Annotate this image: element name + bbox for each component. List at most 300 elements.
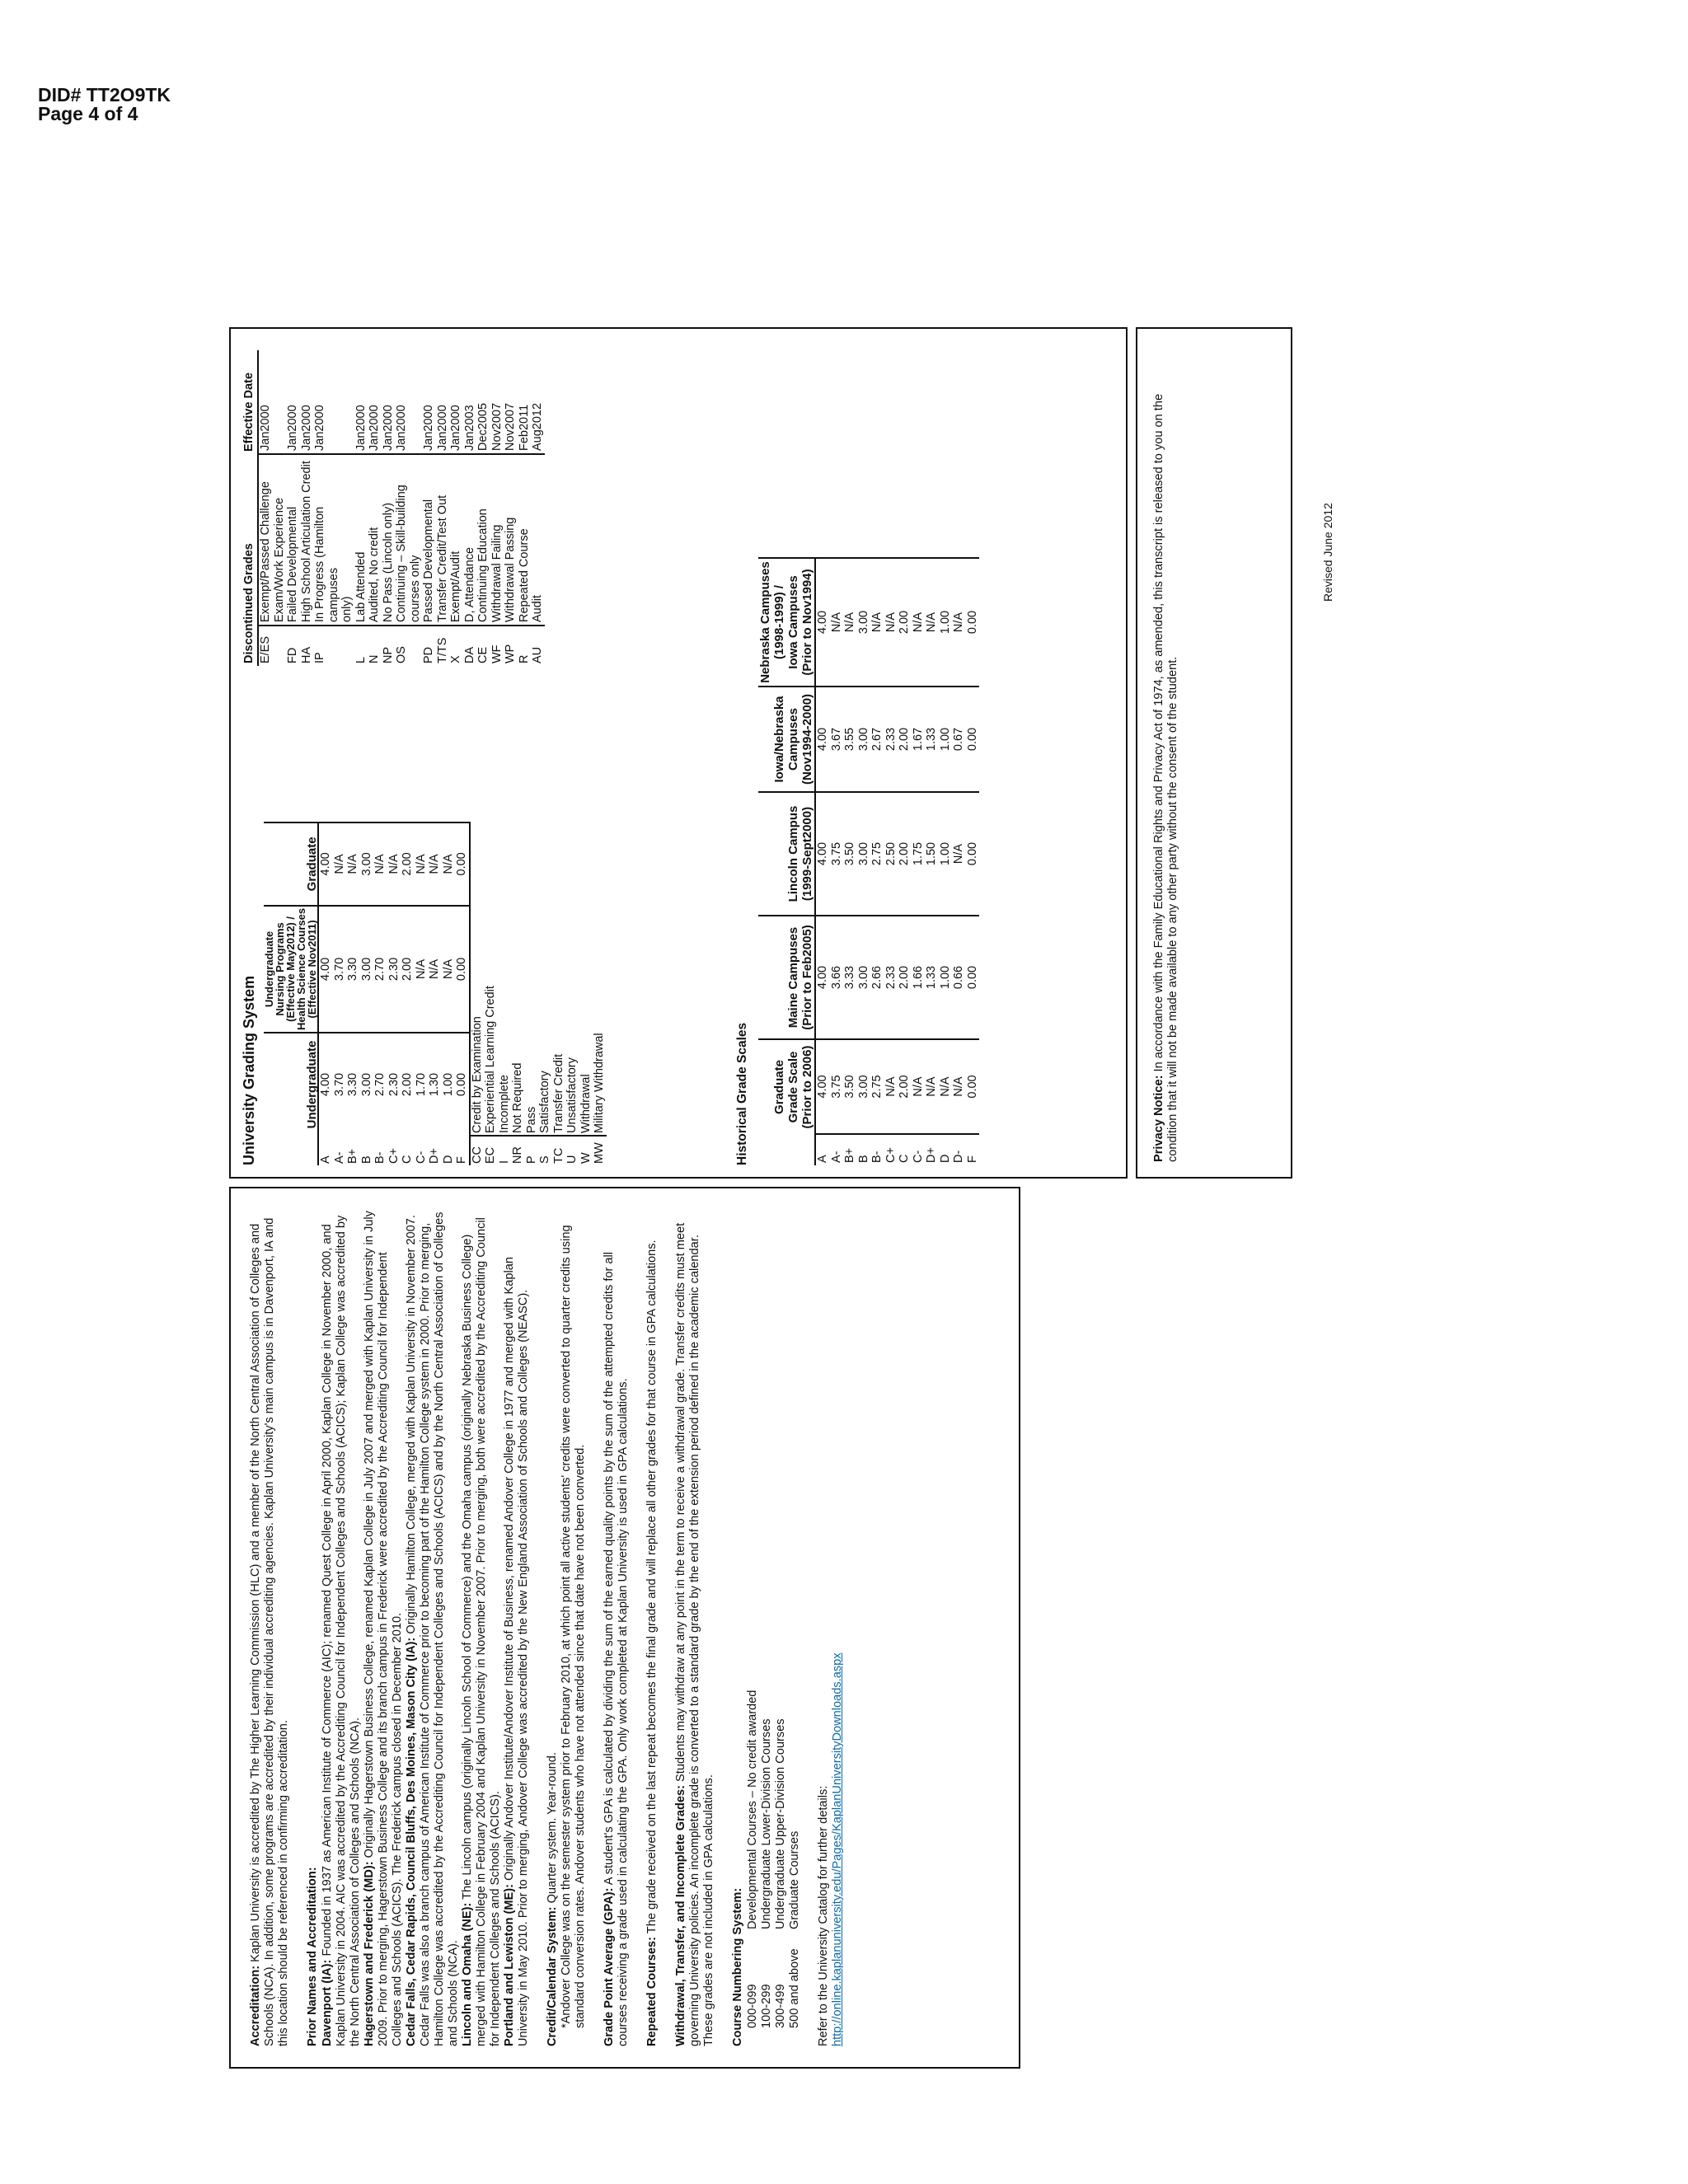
grade-letter: D (441, 1155, 455, 1164)
historical-row (870, 558, 884, 1165)
hist-points: N/A (843, 558, 857, 687)
grade-row (401, 823, 415, 1165)
hist-header-line: Maine Campuses (786, 926, 800, 1029)
graduate-points: 2.00 (401, 823, 415, 906)
hist-iowa-header (758, 687, 815, 792)
effective-date: Jan2000 (435, 405, 449, 451)
hist-grade-letter: A (815, 1134, 830, 1165)
hist-header-line: (1998-1999) / (772, 584, 786, 660)
hist-points: N/A (884, 1039, 898, 1134)
discontinued-desc: Audit (531, 454, 545, 626)
discontinued-code: OS (395, 626, 409, 666)
discontinued-desc: Continuing – Skill-building (395, 454, 409, 626)
discontinued-code (340, 626, 354, 666)
special-grade-row (538, 823, 552, 1165)
effective-date: Dec2005 (476, 402, 490, 451)
hist-points: 2.00 (898, 558, 912, 687)
hist-points: 3.00 (857, 916, 871, 1039)
discontinued-row (504, 350, 518, 666)
hist-points: 2.66 (870, 916, 884, 1039)
discontinued-row (313, 350, 340, 666)
effective-date: Jan2000 (449, 405, 462, 451)
grade-row (415, 823, 429, 1165)
hist-points: 3.75 (830, 1039, 844, 1134)
hist-points: 3.00 (857, 1039, 871, 1134)
course-numbering-row (788, 1210, 802, 2046)
hist-graduate-header (758, 1039, 815, 1134)
hist-points: 4.00 (815, 687, 830, 792)
discontinued-desc: Failed Developmental (286, 454, 300, 626)
hist-grade-col-header (758, 1134, 815, 1165)
discontinued-code: X (449, 626, 463, 666)
hist-points: 2.67 (870, 687, 884, 792)
hagerstown-paragraph (363, 1210, 405, 2046)
course-numbering-heading: Course Numbering System: (731, 1887, 744, 2046)
discontinued-row (258, 350, 273, 666)
grade-letter: C (401, 1155, 414, 1164)
historical-row (830, 558, 844, 1165)
discontinued-table (241, 350, 545, 666)
historical-row (925, 558, 939, 1165)
grade-row (428, 823, 442, 1165)
policies-text (249, 1210, 845, 2046)
privacy-panel (1136, 327, 1292, 1179)
course-range-desc: Undergraduate Upper-Division Courses (774, 1718, 787, 1929)
effective-date: Nov2007 (504, 402, 517, 451)
hist-points: 3.00 (857, 558, 871, 687)
historical-table (758, 557, 979, 1165)
hist-points: N/A (925, 1039, 939, 1134)
portland-paragraph (503, 1210, 531, 2046)
grade-letter: B+ (346, 1148, 359, 1164)
cedar-paragraph (405, 1210, 461, 2046)
hist-points: 3.66 (830, 916, 844, 1039)
hist-points: 2.00 (898, 1039, 912, 1134)
hist-points: 3.50 (843, 1039, 857, 1134)
discontinued-row (395, 350, 409, 666)
historical-row (912, 558, 926, 1165)
discontinued-code: T/TS (436, 626, 450, 666)
credit-note: *Andover College was on the semester system prior to February 2010, at which point all active students' credits were converted to quarter credits using standard conversion rates. Andover students who have not attended since that date have not been converted. (560, 1225, 587, 2028)
hist-header-line: Graduate (772, 1060, 786, 1114)
special-grade-desc: Experiential Learning Credit (484, 986, 497, 1133)
discontinued-desc: Exempt/Audit (449, 454, 463, 626)
hist-points: N/A (952, 792, 966, 916)
discontinued-code: WF (490, 626, 504, 666)
hist-points: 1.00 (939, 558, 953, 687)
hist-points: 2.00 (898, 916, 912, 1039)
nursing-points: 2.70 (373, 906, 387, 1033)
hist-header-line: Iowa Campuses (786, 575, 800, 669)
hist-points: 1.00 (939, 792, 953, 916)
hist-points: 1.66 (912, 916, 926, 1039)
hist-grade-letter: C+ (884, 1134, 898, 1165)
discontinued-code: R (518, 626, 532, 666)
hist-points: 3.33 (843, 916, 857, 1039)
hist-points: 1.50 (925, 792, 939, 916)
hist-points: N/A (939, 1039, 953, 1134)
special-grade-desc: Military Withdrawal (593, 1033, 606, 1133)
undergraduate-points: 2.30 (387, 1033, 401, 1136)
hist-points: N/A (870, 558, 884, 687)
portland-text: Originally Andover Institute/Andover Institute of Business, renamed Andover College in 1977 and merged with Kaplan University in May 2010. Prior to merging, Andover College was accredited by the New England Association of Schools and Colleges (NEASC). (503, 1257, 530, 2046)
nursing-points: N/A (442, 906, 456, 1033)
undergraduate-header: Undergraduate (264, 1033, 318, 1136)
withdrawal-paragraph (674, 1210, 716, 2046)
graduate-points: N/A (346, 823, 360, 906)
accreditation-text: Kaplan University is accredited by The Higher Learning Commission (HLC) and a member of the North Central Association of Colleges and Schools (NCA). In addition, some programs are accredited by their individual accrediting agencies. Kaplan University's main campus is in Davenport, IA and this location should be referenced in confirming accreditation. (249, 1217, 290, 2046)
hist-header-line: (Prior to Feb2005) (800, 925, 814, 1030)
special-grade-row (593, 823, 607, 1165)
undergraduate-points: 2.70 (373, 1033, 387, 1136)
discontinued-desc: No Pass (Lincoln only) (382, 454, 396, 626)
privacy-notice (1152, 346, 1180, 1162)
undergraduate-points: 3.00 (360, 1033, 374, 1136)
repeated-text: The grade received on the last repeat becomes the final grade and will replace all other grades for that course in GPA calculations. (645, 1240, 659, 1934)
withdrawal-label: Withdrawal, Transfer, and Incomplete Grades: (674, 1785, 687, 2046)
nursing-points: 3.70 (333, 906, 347, 1033)
special-grade-row (552, 823, 566, 1165)
credit-label: Credit/Calendar System: (546, 1906, 559, 2046)
discontinued-desc: Repeated Course (518, 454, 532, 626)
privacy-label: Privacy Notice: (1152, 1075, 1165, 1162)
effective-date (340, 350, 354, 454)
special-grade-row (470, 823, 485, 1165)
special-grade-desc: Transfer Credit (551, 1053, 565, 1133)
cedar-label: Cedar Falls, Cedar Rapids, Council Bluffs, Des Moines, Mason City (IA): (405, 1637, 418, 2046)
davenport-paragraph (321, 1210, 363, 2046)
discontinued-code: HA (300, 626, 314, 666)
page-number: Page 4 of 4 (38, 103, 138, 124)
hist-points: 1.75 (912, 792, 926, 916)
hist-points: 3.00 (857, 687, 871, 792)
grade-row (455, 823, 470, 1165)
hist-grade-letter: F (966, 1134, 980, 1165)
lincoln-label: Lincoln and Omaha (NE): (461, 1902, 474, 2046)
special-grade-row (579, 823, 593, 1165)
grade-row (333, 823, 347, 1165)
special-grade-code: S (538, 1136, 552, 1165)
undergraduate-points: 3.30 (346, 1033, 360, 1136)
discontinued-row (300, 350, 314, 666)
discontinued-row (436, 350, 450, 666)
hist-points: 3.75 (830, 792, 844, 916)
hist-grade-letter: C (898, 1134, 912, 1165)
hist-points: N/A (912, 1039, 926, 1134)
grade-letter: A- (332, 1151, 346, 1164)
grading-table (264, 822, 607, 1165)
discontinued-desc: Continuing Education (476, 454, 490, 626)
graduate-points: N/A (333, 823, 347, 906)
course-numbering-row (760, 1210, 774, 2046)
hist-grade-letter: D+ (925, 1134, 939, 1165)
hist-header-line: (1999-Sept2000) (800, 806, 814, 902)
privacy-text: In accordance with the Family Educational Rights and Privacy Act of 1974, as amended, this transcript is released to you on the condition that it will not be made available to any other party without the consent of the student. (1152, 393, 1179, 1162)
special-grade-desc: Not Required (511, 1062, 524, 1133)
grade-row (318, 823, 333, 1165)
effective-date: Jan2000 (313, 405, 326, 451)
graduate-points: N/A (373, 823, 387, 906)
hist-points: 0.00 (966, 558, 980, 687)
discontinued-heading: Discontinued Grades (241, 454, 258, 666)
graduate-points: 0.00 (455, 823, 470, 906)
effective-date (273, 350, 287, 454)
special-grade-code: U (565, 1136, 579, 1165)
gpa-label: Grade Point Average (GPA): (603, 1887, 616, 2046)
course-range: 500 and above (788, 1948, 801, 2028)
repeated-label: Repeated Courses: (645, 1936, 659, 2046)
discontinued-desc: only) (340, 454, 354, 626)
discontinued-row (422, 350, 436, 666)
special-grade-code: P (525, 1136, 539, 1165)
hist-points: 2.00 (898, 792, 912, 916)
nursing-header-line: Nursing Programs (274, 922, 286, 1016)
hist-points: 2.00 (898, 687, 912, 792)
historical-title: Historical Grade Scales (735, 1022, 749, 1165)
hist-points: N/A (912, 558, 926, 687)
special-grade-row (525, 823, 539, 1165)
discontinued-code: E/ES (258, 626, 273, 666)
graduate-points: N/A (387, 823, 401, 906)
grade-letter: C- (414, 1151, 428, 1164)
historical-row (884, 558, 898, 1165)
graduate-points: N/A (428, 823, 442, 906)
grade-letter: C+ (387, 1148, 401, 1164)
discontinued-desc: Transfer Credit/Test Out (436, 454, 450, 626)
undergraduate-points: 3.70 (333, 1033, 347, 1136)
hist-points: 2.50 (884, 792, 898, 916)
undergraduate-points: 1.70 (415, 1033, 429, 1136)
hist-points: 1.00 (939, 687, 953, 792)
grade-row (373, 823, 387, 1165)
effective-date: Nov2007 (490, 402, 504, 451)
discontinued-desc: Withdrawal Passing (504, 454, 518, 626)
discontinued-desc: courses only (409, 454, 423, 626)
undergraduate-points: 0.00 (455, 1033, 470, 1136)
discontinued-desc: Withdrawal Failing (490, 454, 504, 626)
hist-points: 3.00 (857, 792, 871, 916)
grade-row (360, 823, 374, 1165)
hist-maine-header (758, 916, 815, 1039)
refer-text: Refer to the University Catalog for further details: (817, 1785, 830, 2046)
nursing-header-line: Undergraduate (263, 930, 275, 1008)
hist-points: 2.33 (884, 687, 898, 792)
nursing-points: 3.30 (346, 906, 360, 1033)
course-range: 300-499 (774, 1984, 787, 2028)
grading-panel (229, 327, 1128, 1179)
discontinued-row (463, 350, 477, 666)
hist-grade-letter: B (857, 1134, 871, 1165)
gpa-text: A student's GPA is calculated by dividing the sum of the earned quality points by the sum of the attempted credits for all courses receiving a grade used in calculating the GPA. Only work completed at Kaplan University is used in GPA calculations. (603, 1251, 630, 2046)
hist-points: 1.33 (925, 916, 939, 1039)
discontinued-row (340, 350, 354, 666)
discontinued-row (354, 350, 368, 666)
special-grade-desc: Satisfactory (538, 1071, 551, 1133)
revised-date: Revised June 2012 (1321, 503, 1334, 602)
hist-points: 0.66 (952, 916, 966, 1039)
graduate-header: Graduate (264, 823, 318, 906)
document-id-header (38, 86, 171, 124)
davenport-text: Founded in 1937 as American Institute of Commerce (AIC); renamed Quest College in April 2000, Kaplan College in November 2000, and Kaplan University in 2004. AIC was accredited by the Accrediting Council for Independent Colleges and Schools (ACICS); Kaplan College was accredited by the North Central Association of Colleges and Schools (NCA). (321, 1215, 362, 2046)
discontinued-code: WP (504, 626, 518, 666)
effective-date: Jan2000 (299, 405, 313, 451)
course-numbering-row (774, 1210, 788, 2046)
discontinued-row (368, 350, 382, 666)
hist-points: 2.33 (884, 916, 898, 1039)
hist-points: 0.00 (966, 792, 980, 916)
special-grade-desc: Incomplete (497, 1075, 511, 1133)
hist-header-line: (Prior to Nov1994) (800, 569, 814, 676)
discontinued-row (449, 350, 463, 666)
undergraduate-points: 1.30 (428, 1033, 442, 1136)
discontinued-row (518, 350, 532, 666)
hist-header-line: Nebraska Campuses (758, 561, 772, 683)
grade-letter: F (455, 1156, 468, 1164)
discontinued-desc: Audited, No credit (368, 454, 382, 626)
lincoln-paragraph (461, 1210, 503, 2046)
discontinued-code: L (354, 626, 368, 666)
course-numbering-row (746, 1210, 760, 2046)
hist-points: 2.75 (870, 792, 884, 916)
historical-row (966, 558, 980, 1165)
discontinued-code: FD (286, 626, 300, 666)
special-grade-row (511, 823, 525, 1165)
davenport-label: Davenport (IA): (321, 1959, 334, 2046)
hist-points: 0.00 (966, 1039, 980, 1134)
special-grade-code: EC (484, 1136, 498, 1165)
hist-points: 0.00 (966, 687, 980, 792)
prior-names-heading: Prior Names and Accreditation: (306, 1867, 319, 2046)
historical-row (952, 558, 966, 1165)
discontinued-desc: High School Articulation Credit (300, 454, 314, 626)
nursing-header (264, 906, 318, 1033)
special-grade-row (498, 823, 512, 1165)
special-grade-row (565, 823, 579, 1165)
grade-letter: A (319, 1155, 332, 1164)
discontinued-desc: Passed Developmental (422, 454, 436, 626)
special-grade-code: NR (511, 1136, 525, 1165)
historical-row (857, 558, 871, 1165)
special-grade-desc: Credit by Examination (470, 823, 485, 1136)
graduate-points: 4.00 (318, 823, 333, 906)
discontinued-row (476, 350, 490, 666)
course-range-desc: Graduate Courses (788, 1830, 801, 1929)
grade-row (387, 823, 401, 1165)
hist-header-line: Lincoln Campus (786, 805, 800, 902)
hist-grade-letter: D (939, 1134, 953, 1165)
discontinued-row (286, 350, 300, 666)
discontinued-desc: Exam/Work Experience (273, 454, 287, 626)
hist-points: 3.67 (830, 687, 844, 792)
nursing-points: 3.00 (360, 906, 374, 1033)
discontinued-row (382, 350, 396, 666)
special-grade-code: I (498, 1136, 512, 1165)
rotated-page (229, 321, 1373, 2069)
hist-grade-letter: B- (870, 1134, 884, 1165)
discontinued-code: NP (382, 626, 396, 666)
discontinued-row (531, 350, 545, 666)
special-grade-desc: Pass (524, 1106, 538, 1133)
nursing-points: 4.00 (318, 906, 333, 1033)
effective-date: Feb2011 (517, 404, 531, 451)
hist-points: 1.00 (939, 916, 953, 1039)
catalog-link[interactable]: http://online.kaplanuniversity.edu/Pages/KaplanUniversityDownloads.aspx (831, 1652, 844, 2046)
hist-points: 3.50 (843, 792, 857, 916)
hist-points: 4.00 (815, 558, 830, 687)
hist-points: 0.00 (966, 916, 980, 1039)
gpa-paragraph (603, 1210, 631, 2046)
hist-points: N/A (884, 558, 898, 687)
historical-row (939, 558, 953, 1165)
effective-date: Jan2000 (395, 405, 408, 451)
hist-points: N/A (952, 1039, 966, 1134)
discontinued-code (273, 626, 287, 666)
policies-panel (229, 1187, 1020, 2069)
hist-points: N/A (830, 558, 844, 687)
accreditation-label: Accreditation: (249, 1965, 262, 2046)
hist-points: 4.00 (815, 1039, 830, 1134)
special-grade-code: W (579, 1136, 593, 1165)
effective-date: Jan2000 (368, 405, 381, 451)
course-range: 000-099 (746, 1984, 759, 2028)
cedar-text: Originally Hamilton College, merged with Kaplan University in November 2007. Cedar Falls was also a branch campus of American Institute of Commerce prior to becoming part of the Hamilton College system in 2000. Prior to merging, Hamilton College was accredited by the Accrediting Council for Independent Colleges and Schools (ACICS) and by the North Central Association of Colleges and Schools (NCA). (405, 1212, 460, 2046)
discontinued-code: N (368, 626, 382, 666)
undergraduate-points: 2.00 (401, 1033, 415, 1136)
hist-header-line: (Nov1994-2000) (800, 693, 814, 785)
special-grade-row (484, 823, 498, 1165)
effective-date (409, 350, 423, 454)
hist-nebraska-header (758, 558, 815, 687)
course-numbering-list (746, 1210, 802, 2046)
grade-letter: D+ (428, 1148, 441, 1164)
hist-points: N/A (952, 558, 966, 687)
hist-grade-letter: C- (912, 1134, 926, 1165)
undergraduate-points: 4.00 (318, 1033, 333, 1136)
hist-lincoln-header (758, 792, 815, 916)
special-grade-desc: Unsatisfactory (565, 1057, 579, 1133)
hist-header-line: Campuses (786, 708, 800, 771)
hist-header-line: Grade Scale (786, 1051, 800, 1123)
repeated-paragraph (645, 1210, 659, 2046)
portland-label: Portland and Lewiston (ME): (503, 1883, 516, 2046)
graduate-points: N/A (415, 823, 429, 906)
effective-date: Jan2000 (354, 405, 368, 451)
course-range: 100-299 (760, 1984, 773, 2028)
hist-grade-letter: D- (952, 1134, 966, 1165)
effective-date: Aug2012 (531, 402, 544, 451)
effective-date: Jan2000 (422, 405, 435, 451)
hist-points: 2.75 (870, 1039, 884, 1134)
lincoln-text: The Lincoln campus (originally Lincoln School of Commerce) and the Omaha campus (originally Nebraska Business College) merged with Hamilton College in February 2004 and Kaplan University in November 2007. Prior to merging, both were accredited by the Accrediting Council for Independent Colleges and Schools (ACICS). (461, 1217, 502, 2046)
hagerstown-label: Hagerstown and Frederick (MD): (363, 1861, 376, 2046)
special-grade-code: MW (593, 1136, 607, 1165)
hist-points: 1.33 (925, 687, 939, 792)
hist-header-line: Iowa/Nebraska (772, 696, 786, 783)
discontinued-row (409, 350, 423, 666)
nursing-points: 2.30 (387, 906, 401, 1033)
grading-title: University Grading System (241, 975, 257, 1165)
discontinued-code: IP (313, 626, 340, 666)
hist-points: 3.55 (843, 687, 857, 792)
hist-grade-letter: A- (830, 1134, 844, 1165)
discontinued-code: DA (463, 626, 477, 666)
nursing-points: 2.00 (401, 906, 415, 1033)
discontinued-desc: D, Attendance (463, 454, 477, 626)
nursing-header-line: Health Science Courses (295, 907, 307, 1030)
effective-date: Jan2000 (259, 405, 272, 451)
grade-row (346, 823, 360, 1165)
hist-points: 1.67 (912, 687, 926, 792)
